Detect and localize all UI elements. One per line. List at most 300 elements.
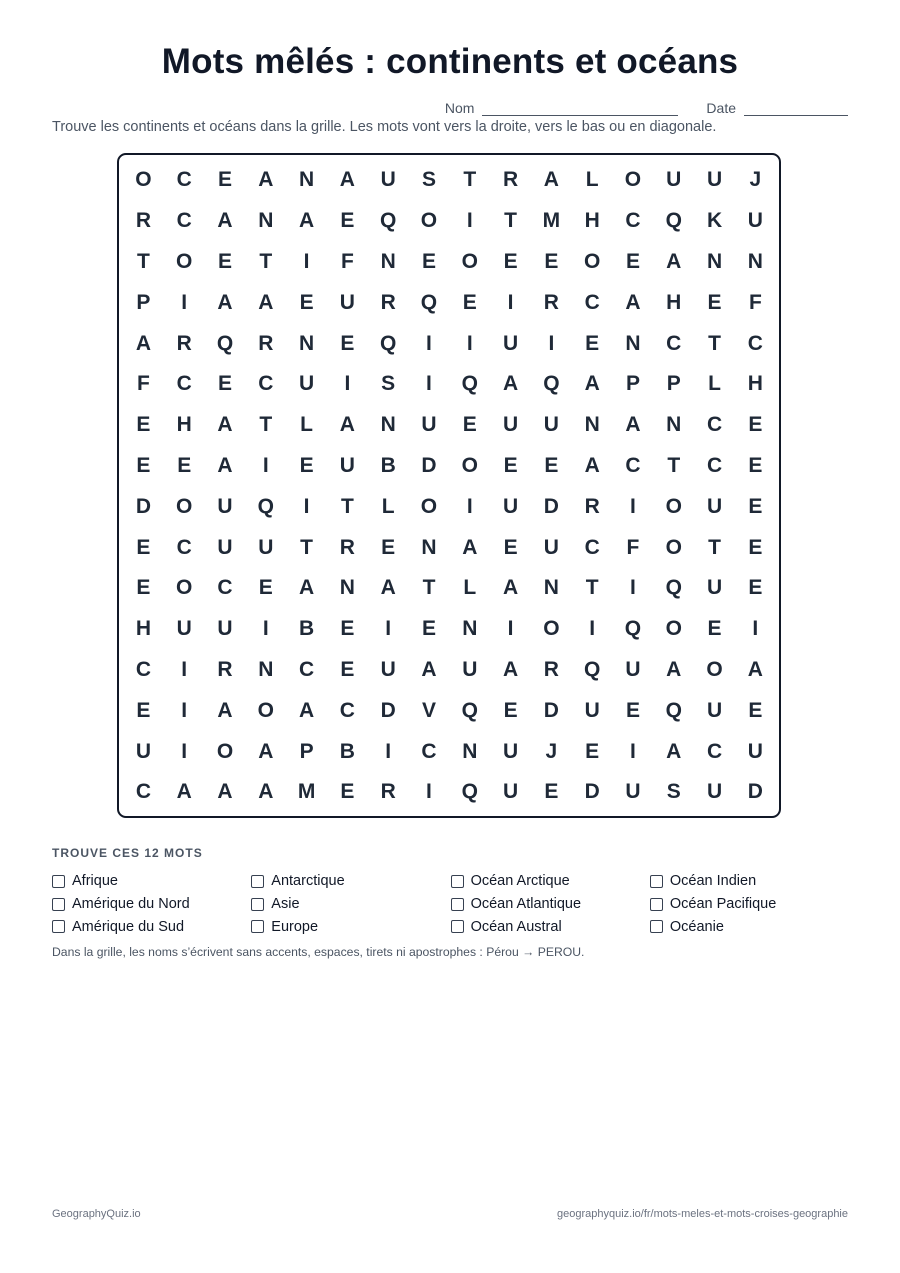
grid-letter[interactable]: Q xyxy=(543,372,560,396)
grid-letter[interactable]: E xyxy=(177,453,192,477)
grid-letter[interactable]: A xyxy=(747,657,763,681)
grid-letter[interactable]: H xyxy=(584,209,600,233)
grid-letter[interactable]: Q xyxy=(461,780,478,804)
grid-letter[interactable]: M xyxy=(542,209,561,233)
grid-letter[interactable]: E xyxy=(503,453,518,477)
word-label: Océan Arctique xyxy=(470,873,570,890)
grid-letter[interactable]: E xyxy=(381,535,396,559)
grid-letter[interactable]: U xyxy=(706,494,723,518)
grid-letter[interactable]: O xyxy=(665,535,682,559)
grid-letter[interactable]: E xyxy=(340,617,355,641)
grid-letter[interactable]: J xyxy=(545,739,558,763)
footer-site: GeographyQuiz.io xyxy=(52,1208,141,1220)
grid-letter[interactable]: L xyxy=(381,494,395,518)
grid-letter[interactable]: N xyxy=(299,331,315,355)
word-list-item xyxy=(251,915,450,938)
grid-letter[interactable]: I xyxy=(181,739,188,763)
grid-letter[interactable]: S xyxy=(666,780,681,804)
grid-letter[interactable]: P xyxy=(666,372,681,396)
grid-letter[interactable]: Q xyxy=(461,372,478,396)
grid-letter[interactable]: E xyxy=(340,657,355,681)
grid-letter[interactable]: U xyxy=(502,739,519,763)
grid-letter[interactable]: I xyxy=(385,617,392,641)
grid-letter[interactable]: I xyxy=(507,617,514,641)
grid-letter[interactable]: U xyxy=(747,209,763,233)
grid-letter[interactable]: A xyxy=(625,413,641,437)
grid-letter[interactable]: Q xyxy=(665,576,682,600)
grid-letter[interactable]: O xyxy=(543,617,560,641)
grid-letter[interactable]: O xyxy=(461,453,478,477)
grid-letter[interactable]: T xyxy=(422,576,436,600)
grid-letter[interactable]: N xyxy=(258,209,274,233)
grid-letter[interactable]: E xyxy=(503,698,518,722)
grid-letter[interactable]: N xyxy=(462,739,478,763)
grid-letter[interactable]: O xyxy=(176,249,193,273)
grid-letter[interactable]: H xyxy=(135,617,151,641)
grid-letter[interactable]: A xyxy=(380,576,396,600)
grid-letter[interactable]: U xyxy=(176,617,192,641)
grid-letter[interactable]: N xyxy=(421,535,437,559)
grid-letter[interactable]: E xyxy=(299,290,314,314)
grid-letter[interactable]: T xyxy=(463,168,477,192)
word-checkbox[interactable] xyxy=(251,920,264,933)
grid-letter[interactable]: Q xyxy=(583,657,601,681)
grid-letter[interactable]: E xyxy=(136,698,151,722)
grid-note: Dans la grille, les noms s’écrivent sans accents, espaces, tirets ni apostrophes : Pérou → PEROU. xyxy=(52,945,585,959)
grid-letter[interactable]: I xyxy=(589,617,596,641)
word-list-item xyxy=(650,893,849,916)
grid-letter[interactable]: U xyxy=(217,494,233,518)
grid-letter[interactable]: N xyxy=(380,413,396,437)
grid-letter[interactable]: Q xyxy=(380,331,397,355)
grid-letter[interactable]: T xyxy=(340,494,354,518)
grid-letter[interactable]: H xyxy=(747,372,763,396)
grid-letter[interactable]: N xyxy=(339,576,355,600)
grid-letter[interactable]: C xyxy=(706,739,723,763)
grid-letter[interactable]: R xyxy=(502,168,519,192)
grid-letter[interactable]: R xyxy=(258,331,274,355)
grid-letter[interactable]: R xyxy=(543,290,559,314)
grid-letter[interactable]: I xyxy=(426,331,432,355)
grid-letter[interactable]: I xyxy=(262,617,269,641)
word-label: Antarctique xyxy=(271,873,345,890)
grid-letter[interactable]: U xyxy=(706,780,723,804)
grid-letter[interactable]: A xyxy=(339,168,355,192)
grid-letter[interactable]: N xyxy=(543,576,559,600)
grid-letter[interactable]: U xyxy=(747,739,763,763)
word-label: Amérique du Sud xyxy=(72,918,185,935)
grid-letter[interactable]: E xyxy=(748,535,763,559)
grid-letter[interactable]: N xyxy=(584,413,600,437)
grid-letter[interactable]: L xyxy=(300,413,313,437)
grid-letter[interactable]: D xyxy=(747,780,763,804)
grid-letter[interactable]: C xyxy=(625,453,641,477)
grid-letter[interactable]: C xyxy=(135,657,151,681)
grid-letter[interactable]: A xyxy=(217,453,233,477)
grid-letter[interactable]: T xyxy=(259,413,273,437)
grid-letter[interactable]: T xyxy=(708,535,721,559)
grid-letter[interactable]: A xyxy=(625,290,641,314)
word-list-item xyxy=(451,915,650,938)
word-checkbox[interactable] xyxy=(52,875,65,888)
grid-letter[interactable]: E xyxy=(544,780,559,804)
grid-letter[interactable]: E xyxy=(585,331,600,355)
grid-letter[interactable]: E xyxy=(707,290,722,314)
grid-letter[interactable]: I xyxy=(426,780,432,804)
grid-letter[interactable]: V xyxy=(421,698,436,722)
grid-letter[interactable]: P xyxy=(625,372,640,396)
grid-letter[interactable]: A xyxy=(666,657,682,681)
word-checkbox[interactable] xyxy=(650,898,663,911)
grid-letter[interactable]: A xyxy=(258,780,274,804)
grid-letter[interactable]: N xyxy=(747,249,763,273)
grid-letter[interactable]: U xyxy=(502,780,519,804)
grid-letter[interactable]: E xyxy=(748,453,763,477)
grid-letter[interactable]: U xyxy=(706,576,723,600)
grid-letter[interactable]: R xyxy=(135,209,151,233)
word-list-item xyxy=(451,870,650,893)
grid-letter[interactable]: B xyxy=(299,617,315,641)
grid-letter[interactable]: D xyxy=(543,494,559,518)
grid-letter[interactable]: Q xyxy=(665,698,682,722)
word-checkbox[interactable] xyxy=(451,875,464,888)
puzzle-grid xyxy=(123,160,776,813)
grid-letter[interactable]: E xyxy=(340,780,355,804)
grid-letter[interactable]: I xyxy=(630,739,636,763)
instructions: Trouve les continents et océans dans la grille. Les mots vont vers la droite, vers le bas ou en diagonale. xyxy=(52,119,717,135)
grid-letter[interactable]: A xyxy=(217,780,233,804)
grid-letter[interactable]: A xyxy=(339,413,355,437)
grid-letter[interactable]: A xyxy=(176,780,192,804)
grid-letter[interactable]: A xyxy=(421,657,437,681)
grid-letter[interactable]: E xyxy=(217,168,232,192)
grid-letter[interactable]: R xyxy=(543,657,559,681)
grid-letter[interactable]: C xyxy=(176,168,192,192)
grid-letter[interactable]: I xyxy=(630,576,636,600)
grid-letter[interactable]: E xyxy=(421,249,436,273)
grid-letter[interactable]: E xyxy=(625,249,640,273)
grid-letter[interactable]: A xyxy=(299,698,315,722)
grid-letter[interactable]: E xyxy=(340,331,355,355)
grid-letter[interactable]: C xyxy=(666,331,682,355)
grid-letter[interactable]: I xyxy=(752,617,759,641)
grid-letter[interactable]: I xyxy=(181,698,188,722)
grid-letter[interactable]: A xyxy=(135,331,151,355)
grid-letter[interactable]: T xyxy=(300,535,313,559)
footer-url[interactable]: geographyquiz.io/fr/mots-meles-et-mots-croises-geographie xyxy=(556,1208,848,1220)
grid-letter[interactable]: O xyxy=(420,494,438,518)
grid-letter[interactable]: I xyxy=(548,331,555,355)
grid-letter[interactable]: O xyxy=(624,168,642,192)
grid-letter[interactable]: E xyxy=(503,249,518,273)
grid-letter[interactable]: A xyxy=(258,168,274,192)
grid-letter[interactable]: C xyxy=(176,372,192,396)
grid-letter[interactable]: F xyxy=(136,372,150,396)
grid-letter[interactable]: C xyxy=(625,209,641,233)
grid-letter[interactable]: E xyxy=(217,372,232,396)
grid-letter[interactable]: A xyxy=(258,290,274,314)
word-checkbox[interactable] xyxy=(251,875,264,888)
grid-letter[interactable]: C xyxy=(258,372,274,396)
grid-letter[interactable]: A xyxy=(543,168,559,192)
word-label: Océan Austral xyxy=(470,918,562,935)
grid-letter[interactable]: O xyxy=(583,249,601,273)
grid-letter[interactable]: F xyxy=(748,290,762,314)
grid-letter[interactable]: U xyxy=(217,617,233,641)
grid-letter[interactable]: T xyxy=(708,331,721,355)
grid-letter[interactable]: U xyxy=(502,413,519,437)
grid-letter[interactable]: C xyxy=(135,780,151,804)
grid-letter[interactable]: U xyxy=(135,739,151,763)
grid-letter[interactable]: L xyxy=(585,168,599,192)
grid-letter[interactable]: A xyxy=(666,739,682,763)
word-checkbox[interactable] xyxy=(52,920,65,933)
grid-letter[interactable]: O xyxy=(420,209,438,233)
grid-letter[interactable]: N xyxy=(299,168,315,192)
grid-letter[interactable]: K xyxy=(706,209,723,233)
grid-letter[interactable]: I xyxy=(426,372,432,396)
date-label: Date xyxy=(706,100,736,116)
grid-letter[interactable]: T xyxy=(667,453,681,477)
grid-letter[interactable]: B xyxy=(339,739,355,763)
grid-letter[interactable]: U xyxy=(666,168,682,192)
name-field-line[interactable] xyxy=(482,99,678,116)
grid-letter[interactable]: E xyxy=(136,535,151,559)
word-list-item xyxy=(451,893,650,916)
grid-letter[interactable]: P xyxy=(299,739,314,763)
grid-letter[interactable]: T xyxy=(585,576,599,600)
grid-letter[interactable]: C xyxy=(747,331,763,355)
name-date-row xyxy=(445,96,848,116)
grid-letter[interactable]: R xyxy=(380,780,396,804)
grid-letter[interactable]: D xyxy=(543,698,559,722)
grid-letter[interactable]: I xyxy=(507,290,514,314)
grid-letter[interactable]: D xyxy=(380,698,396,722)
grid-letter[interactable]: H xyxy=(176,413,192,437)
grid-letter[interactable]: U xyxy=(258,535,274,559)
word-label: Amérique du Nord xyxy=(72,896,190,913)
grid-letter[interactable]: R xyxy=(339,535,355,559)
grid-letter[interactable]: U xyxy=(543,413,559,437)
grid-letter[interactable]: A xyxy=(462,535,478,559)
grid-letter[interactable]: U xyxy=(339,453,355,477)
grid-letter[interactable]: I xyxy=(303,249,310,273)
grid-letter[interactable]: A xyxy=(502,657,519,681)
grid-letter[interactable]: E xyxy=(217,249,232,273)
grid-letter[interactable]: E xyxy=(136,576,151,600)
grid-letter[interactable]: Q xyxy=(665,209,682,233)
word-list-item xyxy=(650,915,849,938)
grid-letter[interactable]: N xyxy=(706,249,723,273)
grid-letter[interactable]: T xyxy=(504,209,517,233)
grid-letter[interactable]: J xyxy=(749,168,762,192)
grid-letter[interactable]: E xyxy=(340,209,355,233)
word-list-item xyxy=(52,893,251,916)
grid-letter[interactable]: E xyxy=(544,453,559,477)
grid-letter[interactable]: O xyxy=(135,168,152,192)
grid-letter[interactable]: S xyxy=(381,372,396,396)
grid-letter[interactable]: U xyxy=(584,698,600,722)
grid-letter[interactable]: U xyxy=(502,494,519,518)
grid-letter[interactable]: Q xyxy=(380,209,397,233)
grid-letter[interactable]: C xyxy=(584,535,600,559)
grid-letter[interactable]: I xyxy=(181,290,188,314)
grid-letter[interactable]: U xyxy=(706,168,723,192)
grid-letter[interactable]: Q xyxy=(216,331,234,355)
grid-letter[interactable]: E xyxy=(503,535,518,559)
grid-letter[interactable]: P xyxy=(136,290,151,314)
grid-letter[interactable]: S xyxy=(421,168,436,192)
grid-letter[interactable]: A xyxy=(584,453,600,477)
grid-letter[interactable]: I xyxy=(344,372,351,396)
grid-letter[interactable]: I xyxy=(181,657,188,681)
grid-letter[interactable]: U xyxy=(543,535,559,559)
word-list-item xyxy=(251,870,450,893)
grid-letter[interactable]: D xyxy=(135,494,151,518)
grid-letter[interactable]: A xyxy=(299,576,315,600)
grid-letter[interactable]: Q xyxy=(624,617,642,641)
grid-letter[interactable]: E xyxy=(299,453,314,477)
grid-letter[interactable]: U xyxy=(380,168,396,192)
grid-letter[interactable]: N xyxy=(380,249,396,273)
grid-letter[interactable]: E xyxy=(625,698,640,722)
grid-letter[interactable]: A xyxy=(584,372,600,396)
grid-letter[interactable]: U xyxy=(421,413,437,437)
word-label: Asie xyxy=(271,896,300,913)
word-checkbox[interactable] xyxy=(650,920,663,933)
word-label: Océan Atlantique xyxy=(470,896,582,913)
grid-letter[interactable]: U xyxy=(706,698,723,722)
grid-letter[interactable]: A xyxy=(299,209,315,233)
word-checkbox[interactable] xyxy=(451,920,464,933)
grid-letter[interactable]: E xyxy=(462,290,477,314)
grid-letter[interactable]: O xyxy=(665,494,682,518)
grid-letter[interactable]: C xyxy=(421,739,437,763)
word-checkbox[interactable] xyxy=(52,898,65,911)
word-list-item xyxy=(650,870,849,893)
grid-letter[interactable]: A xyxy=(502,576,519,600)
grid-letter[interactable]: E xyxy=(748,494,763,518)
grid-letter[interactable]: E xyxy=(136,413,151,437)
grid-letter[interactable]: I xyxy=(630,494,636,518)
grid-letter[interactable]: U xyxy=(502,331,519,355)
grid-letter[interactable]: A xyxy=(217,413,233,437)
grid-letter[interactable]: O xyxy=(257,698,274,722)
grid-letter[interactable]: I xyxy=(466,209,473,233)
word-checkbox[interactable] xyxy=(251,898,264,911)
grid-letter[interactable]: D xyxy=(584,780,600,804)
grid-letter[interactable]: E xyxy=(707,617,722,641)
grid-letter[interactable]: U xyxy=(217,535,233,559)
word-list xyxy=(52,870,852,938)
grid-letter[interactable]: A xyxy=(217,209,233,233)
grid-letter[interactable]: F xyxy=(340,249,354,273)
name-label: Nom xyxy=(444,100,475,116)
grid-letter[interactable]: R xyxy=(584,494,600,518)
word-checkbox[interactable] xyxy=(650,875,663,888)
date-field-line[interactable] xyxy=(744,99,848,116)
grid-letter[interactable]: C xyxy=(339,698,355,722)
grid-letter[interactable]: U xyxy=(625,657,641,681)
grid-letter[interactable]: A xyxy=(217,290,233,314)
grid-letter[interactable]: O xyxy=(461,249,478,273)
grid-letter[interactable]: U xyxy=(299,372,315,396)
grid-letter[interactable]: H xyxy=(666,290,682,314)
grid-letter[interactable]: A xyxy=(502,372,519,396)
grid-letter[interactable]: N xyxy=(258,657,274,681)
grid-letter[interactable]: F xyxy=(626,535,640,559)
grid-letter[interactable]: D xyxy=(421,453,437,477)
grid-letter[interactable]: E xyxy=(544,249,559,273)
grid-letter[interactable]: C xyxy=(176,209,192,233)
grid-letter[interactable]: L xyxy=(463,576,477,600)
grid-letter[interactable]: U xyxy=(339,290,355,314)
grid-letter[interactable]: I xyxy=(466,494,473,518)
grid-letter[interactable]: B xyxy=(380,453,396,477)
grid-letter[interactable]: C xyxy=(217,576,233,600)
grid-letter[interactable]: I xyxy=(262,453,269,477)
grid-letter[interactable]: I xyxy=(303,494,310,518)
grid-letter[interactable]: R xyxy=(217,657,233,681)
grid-letter[interactable]: R xyxy=(380,290,396,314)
grid-letter[interactable]: A xyxy=(666,249,682,273)
grid-letter[interactable]: A xyxy=(258,739,274,763)
word-list-item xyxy=(52,870,251,893)
grid-letter[interactable]: C xyxy=(706,413,723,437)
grid-letter[interactable]: I xyxy=(466,331,473,355)
grid-letter[interactable]: O xyxy=(706,657,723,681)
grid-letter[interactable]: E xyxy=(421,617,436,641)
grid-letter[interactable]: O xyxy=(176,494,193,518)
grid-letter[interactable]: I xyxy=(385,739,392,763)
grid-letter[interactable]: C xyxy=(706,453,723,477)
grid-letter[interactable]: Q xyxy=(461,698,478,722)
grid-letter[interactable]: E xyxy=(462,413,477,437)
grid-letter[interactable]: U xyxy=(462,657,478,681)
grid-letter[interactable]: L xyxy=(708,372,721,396)
grid-letter[interactable]: R xyxy=(176,331,192,355)
word-label: Océan Pacifique xyxy=(669,896,777,913)
word-checkbox[interactable] xyxy=(451,898,464,911)
grid-letter[interactable]: N xyxy=(625,331,641,355)
page-title: Mots mêlés : continents et océans xyxy=(161,42,739,81)
grid-letter[interactable]: C xyxy=(176,535,192,559)
grid-letter[interactable]: T xyxy=(259,249,273,273)
grid-letter[interactable]: E xyxy=(585,739,600,763)
grid-letter[interactable]: E xyxy=(748,698,763,722)
grid-letter[interactable]: M xyxy=(297,780,316,804)
grid-letter[interactable]: E xyxy=(748,413,763,437)
grid-letter[interactable]: U xyxy=(625,780,641,804)
grid-letter[interactable]: O xyxy=(216,739,234,763)
grid-letter[interactable]: E xyxy=(748,576,763,600)
grid-letter[interactable]: C xyxy=(299,657,315,681)
word-list-item xyxy=(251,893,450,916)
grid-letter[interactable]: C xyxy=(584,290,600,314)
grid-letter[interactable]: O xyxy=(665,617,682,641)
grid-letter[interactable]: E xyxy=(136,453,151,477)
grid-letter[interactable]: O xyxy=(176,576,193,600)
grid-letter[interactable]: N xyxy=(666,413,682,437)
grid-letter[interactable]: T xyxy=(136,249,150,273)
grid-letter[interactable]: U xyxy=(380,657,396,681)
grid-letter[interactable]: Q xyxy=(420,290,438,314)
grid-letter[interactable]: A xyxy=(217,698,233,722)
word-label: Afrique xyxy=(72,873,118,890)
grid-letter[interactable]: Q xyxy=(257,494,274,518)
grid-letter[interactable]: N xyxy=(462,617,478,641)
grid-letter[interactable]: E xyxy=(258,576,273,600)
